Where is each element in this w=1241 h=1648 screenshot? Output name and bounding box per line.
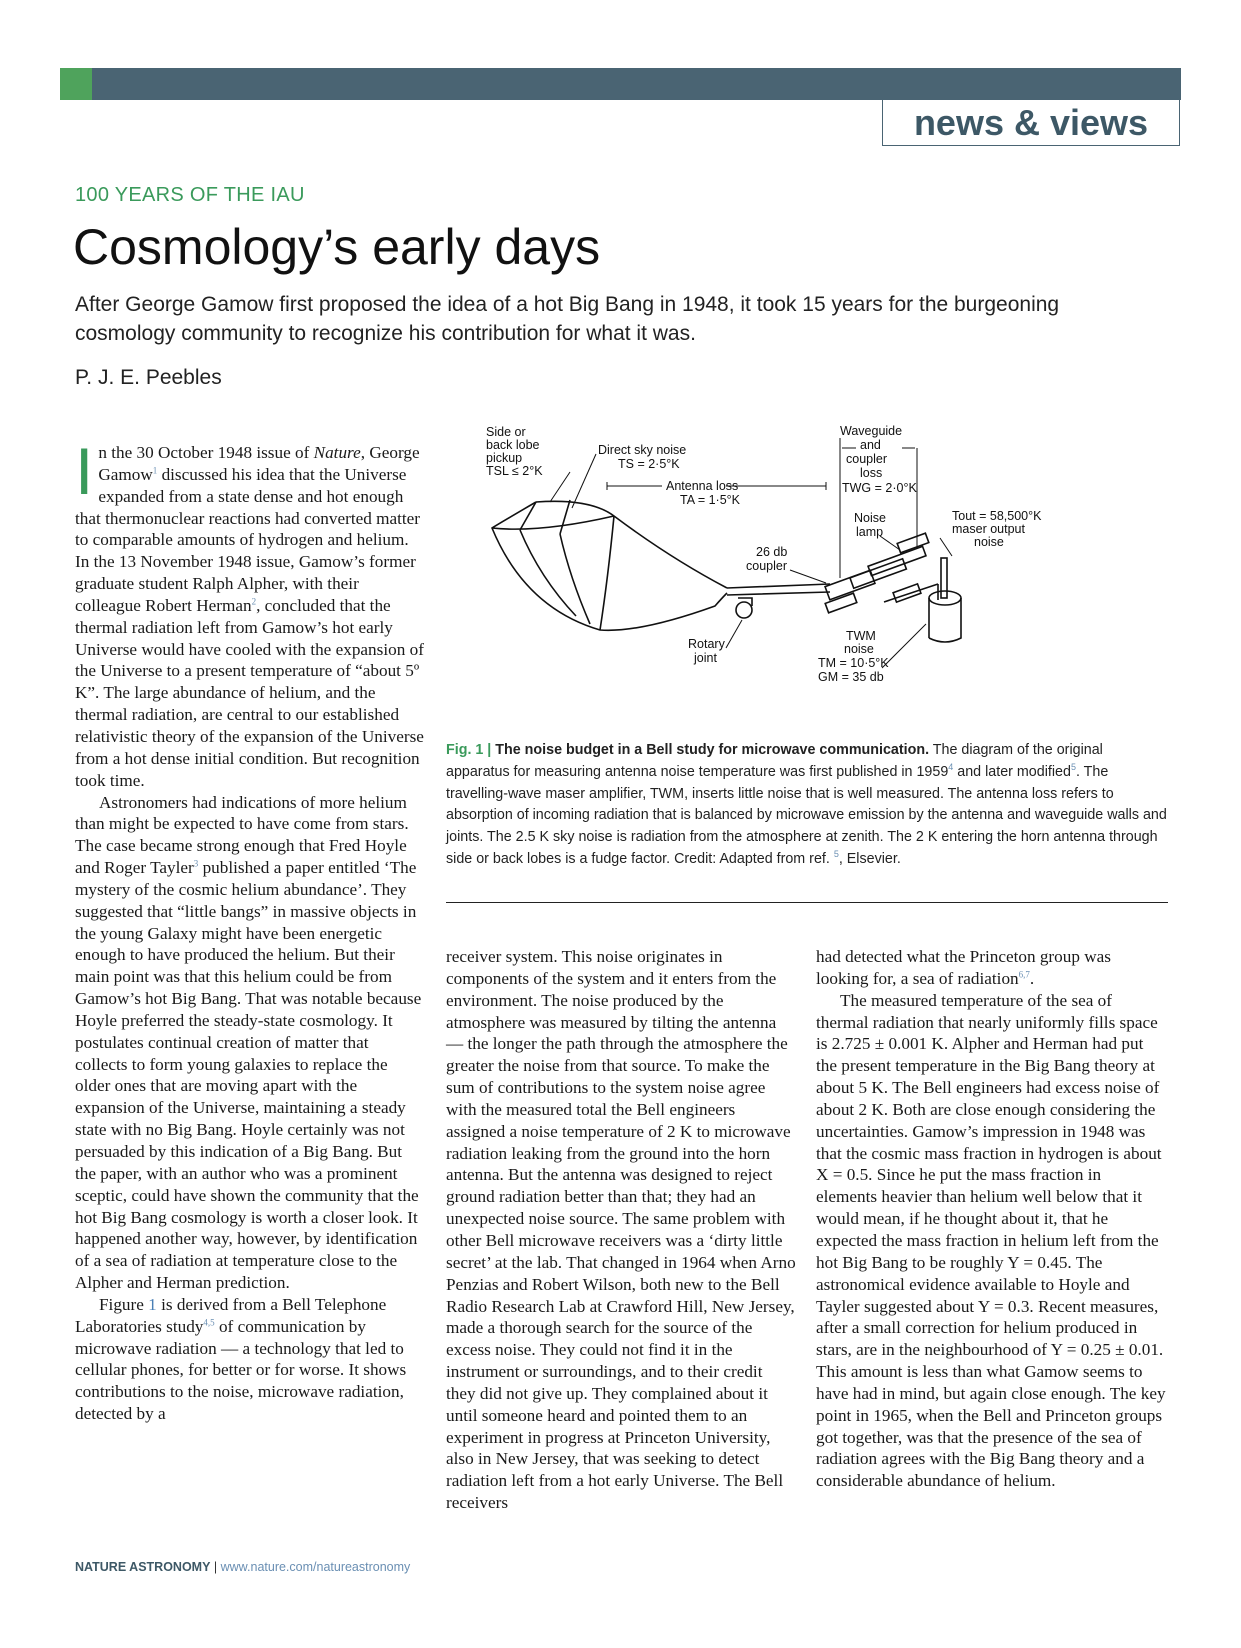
label-direct-sky: Direct sky noise: [598, 443, 687, 457]
citation-ref[interactable]: 3: [193, 858, 199, 869]
paragraph: [816, 946, 1166, 990]
paragraph: The measured temperature of the sea of thermal radiation that nearly uniformly fills space is 2.725 ± 0.001 K. Alpher and Herman had put the present temperature in the Big Bang theory at about 5 K. The Bell engineers had excess noise of about 2 K. Both are close enough considering the uncertainties. Gamow’s impression in 1948 was that the cosmic mass fraction in hydrogen is about X = 0.5. Since he put the mass fraction in elements heavier than helium well below that it would mean, if he thought about it, that he expected the mass fraction in helium left from the hot Big Bang to be roughly Y = 0.45. The astronomical evidence available to Hoyle and Tayler suggested about Y = 0.3. Recent measures, after a small correction for helium produced in stars, are in the neighbourhood of Y = 0.25 ± 0.01. This amount is less than what Gamow seems to have had in mind, but again close enough. The key point in 1965, when the Bell and Princeton groups got together, was that the presence of the sea of radiation agrees with the Big Bang theory and a considerable abundance of helium.: [816, 990, 1166, 1491]
label-waveguide: Waveguide: [840, 424, 903, 438]
text-run: , Elsevier.: [838, 850, 901, 867]
citation-ref[interactable]: 4: [948, 762, 954, 773]
citation-ref[interactable]: 6,7: [1018, 969, 1030, 980]
text-run: n the 30 October 1948 issue of: [98, 443, 314, 462]
paragraph: [75, 792, 425, 1294]
label-twm: noise: [844, 642, 874, 656]
rotary-joint-icon: [736, 602, 752, 618]
waveguide: [727, 584, 830, 595]
body-column-2: [446, 946, 796, 1514]
paragraph: [75, 1294, 425, 1425]
label-noise-lamp: Noise: [854, 511, 886, 525]
coupler-block: [825, 570, 875, 600]
horn-outline: [492, 502, 727, 630]
paragraph: [75, 434, 425, 792]
leader-line: [572, 454, 596, 508]
page-footer: [75, 1560, 410, 1574]
citation-ref[interactable]: 1: [152, 465, 158, 476]
horn-seam: [600, 516, 614, 630]
text-run: , George Gamow: [98, 443, 420, 484]
horn-rib: [560, 534, 590, 624]
figure-1-diagram: [486, 424, 1110, 710]
label-side-lobe-temp: TSL ≤ 2°K: [486, 464, 543, 478]
text-run: .: [1029, 968, 1035, 988]
leader-line: [550, 472, 570, 502]
text-run: is derived from a Bell Telephone Laboratories study: [75, 1294, 387, 1336]
author: P. J. E. Peebles: [75, 366, 222, 389]
text-run: published a paper entitled ‘The mystery of the cosmic helium abundance’. They suggested that “little bangs” in massive objects in the young Galaxy might have been energetic enough to have produced the helium. But their main point was that this helium could be from Gamow’s hot Big Bang. That was notable because Hoyle preferred the steady-state cosmology. It postulates continual creation of matter that collects to form young galaxies to replace the older ones that are moving apart with the expansion of the Universe, maintaining a steady state with no Big Bang. Hoyle certainly was not persuaded by this indication of a Big Bang. But the paper, with an author who was a prominent sceptic, could have shown the community that the hot Big Bang cosmology is worth a closer look. It happened another way, however, by identification of a sea of radiation at temperature close to the Alpher and Herman prediction.: [75, 858, 422, 1293]
standfirst: After George Gamow first proposed the idea of a hot Big Bang in 1948, it took 15 years for the burgeoning cosmology community to recognize his contribution for what it was.: [75, 293, 1060, 345]
text-run: , concluded that the thermal radiation left from Gamow’s hot early Universe would have cooled with the expansion of the Universe to a present temperature of “about 5º K”. The large abundance of helium, and the thermal radiation, are central to our established relativistic theory of the expansion of the Universe from a hot dense initial condition. But recognition took time.: [75, 595, 424, 790]
paragraph: receiver system. This noise originates in components of the system and it enters from the environment. The noise produced by the atmosphere was measured by tilting the antenna — the longer the path through the atmosphere the greater the noise from that source. To make the sum of contributions to the system noise agree with the measured total the Bell engineers assigned a noise temperature of 2 K to microwave radiation leaking from the ground into the horn antenna. But the antenna was designed to reject ground radiation better than that; they had an unexpected noise source. The same problem with other Bell microwave receivers was a ‘dirty little secret’ at the lab. That changed in 1964 when Arno Penzias and Robert Wilson, both new to the Bell Radio Research Lab at Crawford Hill, New Jersey, made a thorough search for the source of the excess noise. They could not find it in the instrument or surroundings, and to their credit they did not give up. They complained about it until someone heard and pointed them to an experiment in progress at Princeton University, also in New Jersey, that was seeking to detect radiation left from a hot early Universe. The Bell receivers: [446, 947, 796, 1513]
drop-cap: I: [75, 434, 94, 508]
label-coupler: 26 db: [756, 545, 788, 559]
kicker: 100 YEARS OF THE IAU: [75, 184, 305, 206]
body-column-3: [816, 946, 1166, 1492]
label-tout: Tout = 58,500°K: [952, 509, 1042, 523]
citation-ref[interactable]: 5: [833, 849, 839, 860]
text-run: of communication by microwave radiation — a technology that led to cellular phones, for better or for worse. It shows contributions to the noise, microwave radiation, detected by a: [75, 1316, 407, 1424]
label-twm-temp: TM = 10·5°K: [818, 656, 889, 670]
text-run: had detected what the Princeton group was looking for, a sea of radiation: [816, 947, 1111, 988]
text-run: . The travelling-wave maser amplifier, TWM, inserts little noise that is well measured. The antenna loss refers to absorption of incoming radiation that is balanced by microwave emission by the antenna and waveguide walls and joints. The 2.5 K sky noise is radiation from the atmosphere at zenith. The 2 K entering the horn antenna through side or back lobes is a fudge factor. Credit: Adapted from ref.: [446, 763, 1167, 867]
leader-line: [790, 570, 826, 583]
header-accent-block: [60, 68, 92, 100]
label-coupler: coupler: [746, 559, 787, 573]
citation-ref[interactable]: 4,5: [203, 1317, 215, 1328]
text-run: discussed his idea that the Universe expanded from a state dense and hot enough that thermonuclear reactions had converted matter to comparable amounts of hydrogen and helium. In the 13 November 1948 issue, Gamow’s former graduate student Ralph Alpher, with their colleague Robert Herman: [75, 464, 421, 615]
header-bar: [60, 68, 1181, 100]
label-direct-sky-temp: TS = 2·5°K: [618, 457, 680, 471]
label-waveguide-temp: TWG = 2·0°K: [842, 481, 917, 495]
body-column-1: [75, 434, 425, 1425]
figure-label: Fig. 1 |: [446, 742, 492, 758]
text-run: and later modified: [953, 763, 1071, 780]
text-run: Figure: [99, 1294, 149, 1314]
label-noise-lamp: lamp: [856, 525, 884, 539]
caption-divider: [446, 902, 1168, 903]
journal-name: Nature: [313, 443, 361, 462]
label-side-lobe: Side or: [486, 425, 526, 439]
label-antenna-loss-temp: TA = 1·5°K: [680, 493, 741, 507]
leader-line: [940, 538, 952, 556]
label-twm-gain: GM = 35 db: [818, 670, 884, 684]
label-waveguide: loss: [860, 466, 883, 480]
label-rotary-joint: joint: [694, 651, 717, 665]
footer-journal: NATURE ASTRONOMY: [75, 1560, 211, 1574]
text-run: The diagram of the original apparatus for measuring antenna noise temperature was first published in 1959: [446, 742, 1103, 780]
label-waveguide: coupler: [846, 452, 887, 466]
figure-link[interactable]: 1: [148, 1294, 157, 1314]
section-label: news & views: [882, 100, 1180, 146]
text-run: Astronomers had indications of more helium than might be expected to have come from stars. The case became strong enough that Fred Hoyle and Roger Tayler: [75, 792, 409, 878]
antenna-diagram: [486, 424, 1110, 710]
leader-line: [726, 620, 742, 648]
footer-separator: |: [210, 1560, 221, 1574]
horn-rib: [560, 500, 570, 534]
label-tout: noise: [974, 535, 1004, 549]
maser-block: [893, 584, 921, 602]
maser-output-probe: [941, 558, 947, 598]
figure-caption: [446, 740, 1168, 871]
citation-ref[interactable]: 2: [251, 596, 257, 607]
label-rotary-joint: Rotary: [688, 637, 725, 651]
label-waveguide: and: [860, 438, 881, 452]
label-twm: TWM: [846, 629, 876, 643]
label-antenna-loss: Antenna loss: [666, 479, 739, 493]
label-tout: maser output: [952, 522, 1025, 536]
label-side-lobe: pickup: [486, 451, 523, 465]
footer-url[interactable]: www.nature.com/natureastronomy: [220, 1560, 411, 1574]
horn-top-edge: [536, 501, 727, 588]
article-title: Cosmology’s early days: [73, 219, 601, 275]
label-side-lobe: back lobe: [486, 438, 540, 452]
caption-title: The noise budget in a Bell study for microwave communication.: [495, 742, 930, 758]
citation-ref[interactable]: 5: [1070, 762, 1076, 773]
